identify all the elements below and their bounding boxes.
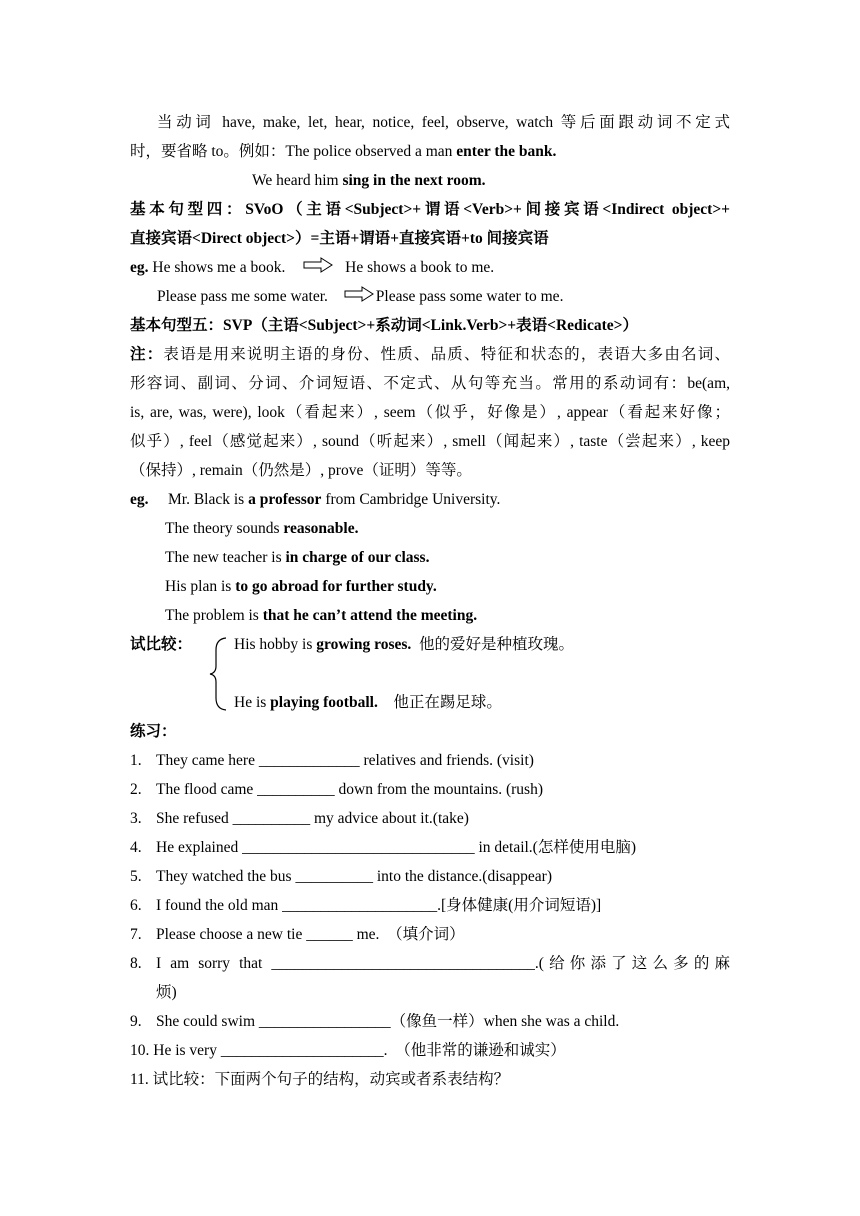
exercise-number: 5. (130, 868, 142, 885)
example-bold-phrase: in charge of our class. (285, 549, 430, 566)
pattern4-example (130, 282, 730, 311)
exercise-text: 11. 试比较：下面两个句子的结构，动宾或者系表结构？ (130, 1071, 510, 1088)
compare-bold-phrase: growing roses. (316, 636, 412, 653)
intro-text: 时，要省略 to。例如：The police observed a man (130, 143, 457, 160)
compare-translation: 他的爱好是种植玫瑰。 (411, 636, 575, 653)
example-text: from Cambridge University. (321, 491, 501, 508)
note-text: is, are, was, were), look（看起来）, seem（似乎，好像是）, appear（看起来好像； (130, 404, 730, 421)
exercise-text: 烦) (156, 984, 177, 1001)
exercise-text: She refused __________ my advice about it.(take) (156, 810, 469, 827)
exercise-item (130, 920, 730, 949)
compare-text: He is (234, 694, 271, 711)
exercise-item (130, 1007, 730, 1036)
exercise-item (130, 775, 730, 804)
example-original: He shows me a book. (152, 259, 286, 276)
exercise-text: I found the old man ____________________.[身体健康(用介词短语)] (156, 897, 602, 914)
exercise-text: Please choose a new tie ______ me. （填介词） (156, 926, 465, 943)
note-text: （保持）, remain（仍然是）, prove（证明）等等。 (130, 462, 472, 479)
exercise-item (130, 1036, 730, 1065)
exercise-text: 10. He is very _____________________. （他非常的谦逊和诚实） (130, 1042, 566, 1059)
eg-label: eg. (130, 259, 149, 276)
exercise-number: 1. (130, 752, 142, 769)
exercise-number: 7. (130, 926, 142, 943)
example-bold-phrase: to go abroad for further study. (235, 578, 437, 595)
pattern5-note (130, 427, 730, 456)
pattern5-example (130, 572, 730, 601)
document-content (130, 108, 730, 1094)
intro-line (130, 166, 730, 195)
pattern5-heading (130, 311, 730, 340)
intro-bold-phrase: sing in the next room. (342, 172, 486, 189)
intro-line (130, 137, 730, 166)
example-text: Mr. Black is (168, 491, 249, 508)
compare-translation: 他正在踢足球。 (377, 694, 502, 711)
exercise-item (130, 746, 730, 775)
exercise-item (130, 891, 730, 920)
example-bold-phrase: that he can’t attend the meeting. (262, 607, 478, 624)
compare-block (130, 630, 730, 717)
exercises-label (130, 717, 730, 746)
right-arrow-icon (303, 254, 333, 283)
exercise-item (130, 833, 730, 862)
pattern4-example (130, 253, 730, 282)
pattern5-note (130, 369, 730, 398)
example-bold-phrase: a professor (248, 491, 322, 508)
intro-line (130, 108, 730, 137)
example-transformed: He shows a book to me. (345, 259, 495, 276)
exercise-text: He explained ______________________________ in detail.(怎样使用电脑) (156, 839, 637, 856)
intro-text: We heard him (252, 172, 343, 189)
exercises-label-text: 练习： (130, 723, 177, 740)
pattern5-example (130, 601, 730, 630)
pattern5-note (130, 456, 730, 485)
right-arrow-icon (344, 283, 374, 312)
compare-bold-phrase: playing football. (270, 694, 378, 711)
exercise-text: They came here _____________ relatives and friends. (visit) (156, 752, 534, 769)
pattern4-heading-text: 直接宾语<Direct object>）=主语+谓语+直接宾语+to 间接宾语 (130, 230, 549, 247)
exercise-text: They watched the bus __________ into the distance.(disappear) (156, 868, 552, 885)
exercise-item (130, 949, 730, 978)
left-brace-icon (208, 636, 228, 717)
compare-sentence (234, 630, 574, 659)
exercise-continuation (130, 978, 730, 1007)
pattern5-example (130, 485, 730, 514)
eg-label: eg. (130, 491, 149, 508)
intro-text: 当动词 have, make, let, hear, notice, feel, observe, watch 等后面跟动词不定式 (157, 114, 730, 131)
example-text: The new teacher is (165, 549, 286, 566)
example-text: The theory sounds (165, 520, 284, 537)
pattern5-note (130, 398, 730, 427)
exercise-item (130, 804, 730, 833)
exercise-number: 6. (130, 897, 142, 914)
exercise-number: 2. (130, 781, 142, 798)
pattern4-heading (130, 224, 730, 253)
exercise-number: 4. (130, 839, 142, 856)
exercise-number: 3. (130, 810, 142, 827)
exercise-text: She could swim _________________（像鱼一样）when she was a child. (156, 1013, 620, 1030)
example-text: The problem is (165, 607, 263, 624)
exercise-item (130, 862, 730, 891)
note-label: 注： (130, 346, 164, 363)
pattern5-example (130, 543, 730, 572)
exercise-text: The flood came __________ down from the mountains. (rush) (156, 781, 543, 798)
compare-text: His hobby is (234, 636, 317, 653)
exercise-number: 8. (130, 955, 142, 972)
exercise-item (130, 1065, 730, 1094)
pattern5-heading-text: 基本句型五：SVP（主语<Subject>+系动词<Link.Verb>+表语<Redicate>） (130, 317, 638, 334)
example-transformed: Please pass some water to me. (375, 288, 564, 305)
pattern4-heading (130, 195, 730, 224)
exercise-text: I am sorry that __________________________________.(给你添了这么多的麻 (156, 955, 730, 972)
example-original: Please pass me some water. (157, 288, 328, 305)
pattern5-note (130, 340, 730, 369)
pattern5-example (130, 514, 730, 543)
note-text: 形容词、副词、分词、介词短语、不定式、从句等充当。常用的系动词有：be(am, (130, 375, 730, 392)
example-text: His plan is (165, 578, 236, 595)
note-text: 表语是用来说明主语的身份、性质、品质、特征和状态的，表语大多由名词、 (163, 346, 730, 363)
intro-bold-phrase: enter the bank. (456, 143, 557, 160)
example-bold-phrase: reasonable. (283, 520, 359, 537)
compare-label: 试比较： (130, 636, 193, 653)
compare-sentence (234, 688, 502, 717)
exercise-number: 9. (130, 1013, 142, 1030)
note-text: 似乎）, feel（感觉起来）, sound（听起来）, smell（闻起来）, taste（尝起来）, keep (130, 433, 730, 450)
pattern4-heading-text: 基本句型四：SVoO（主语<Subject>+谓语<Verb>+间接宾语<Indirect object>+ (130, 201, 730, 218)
